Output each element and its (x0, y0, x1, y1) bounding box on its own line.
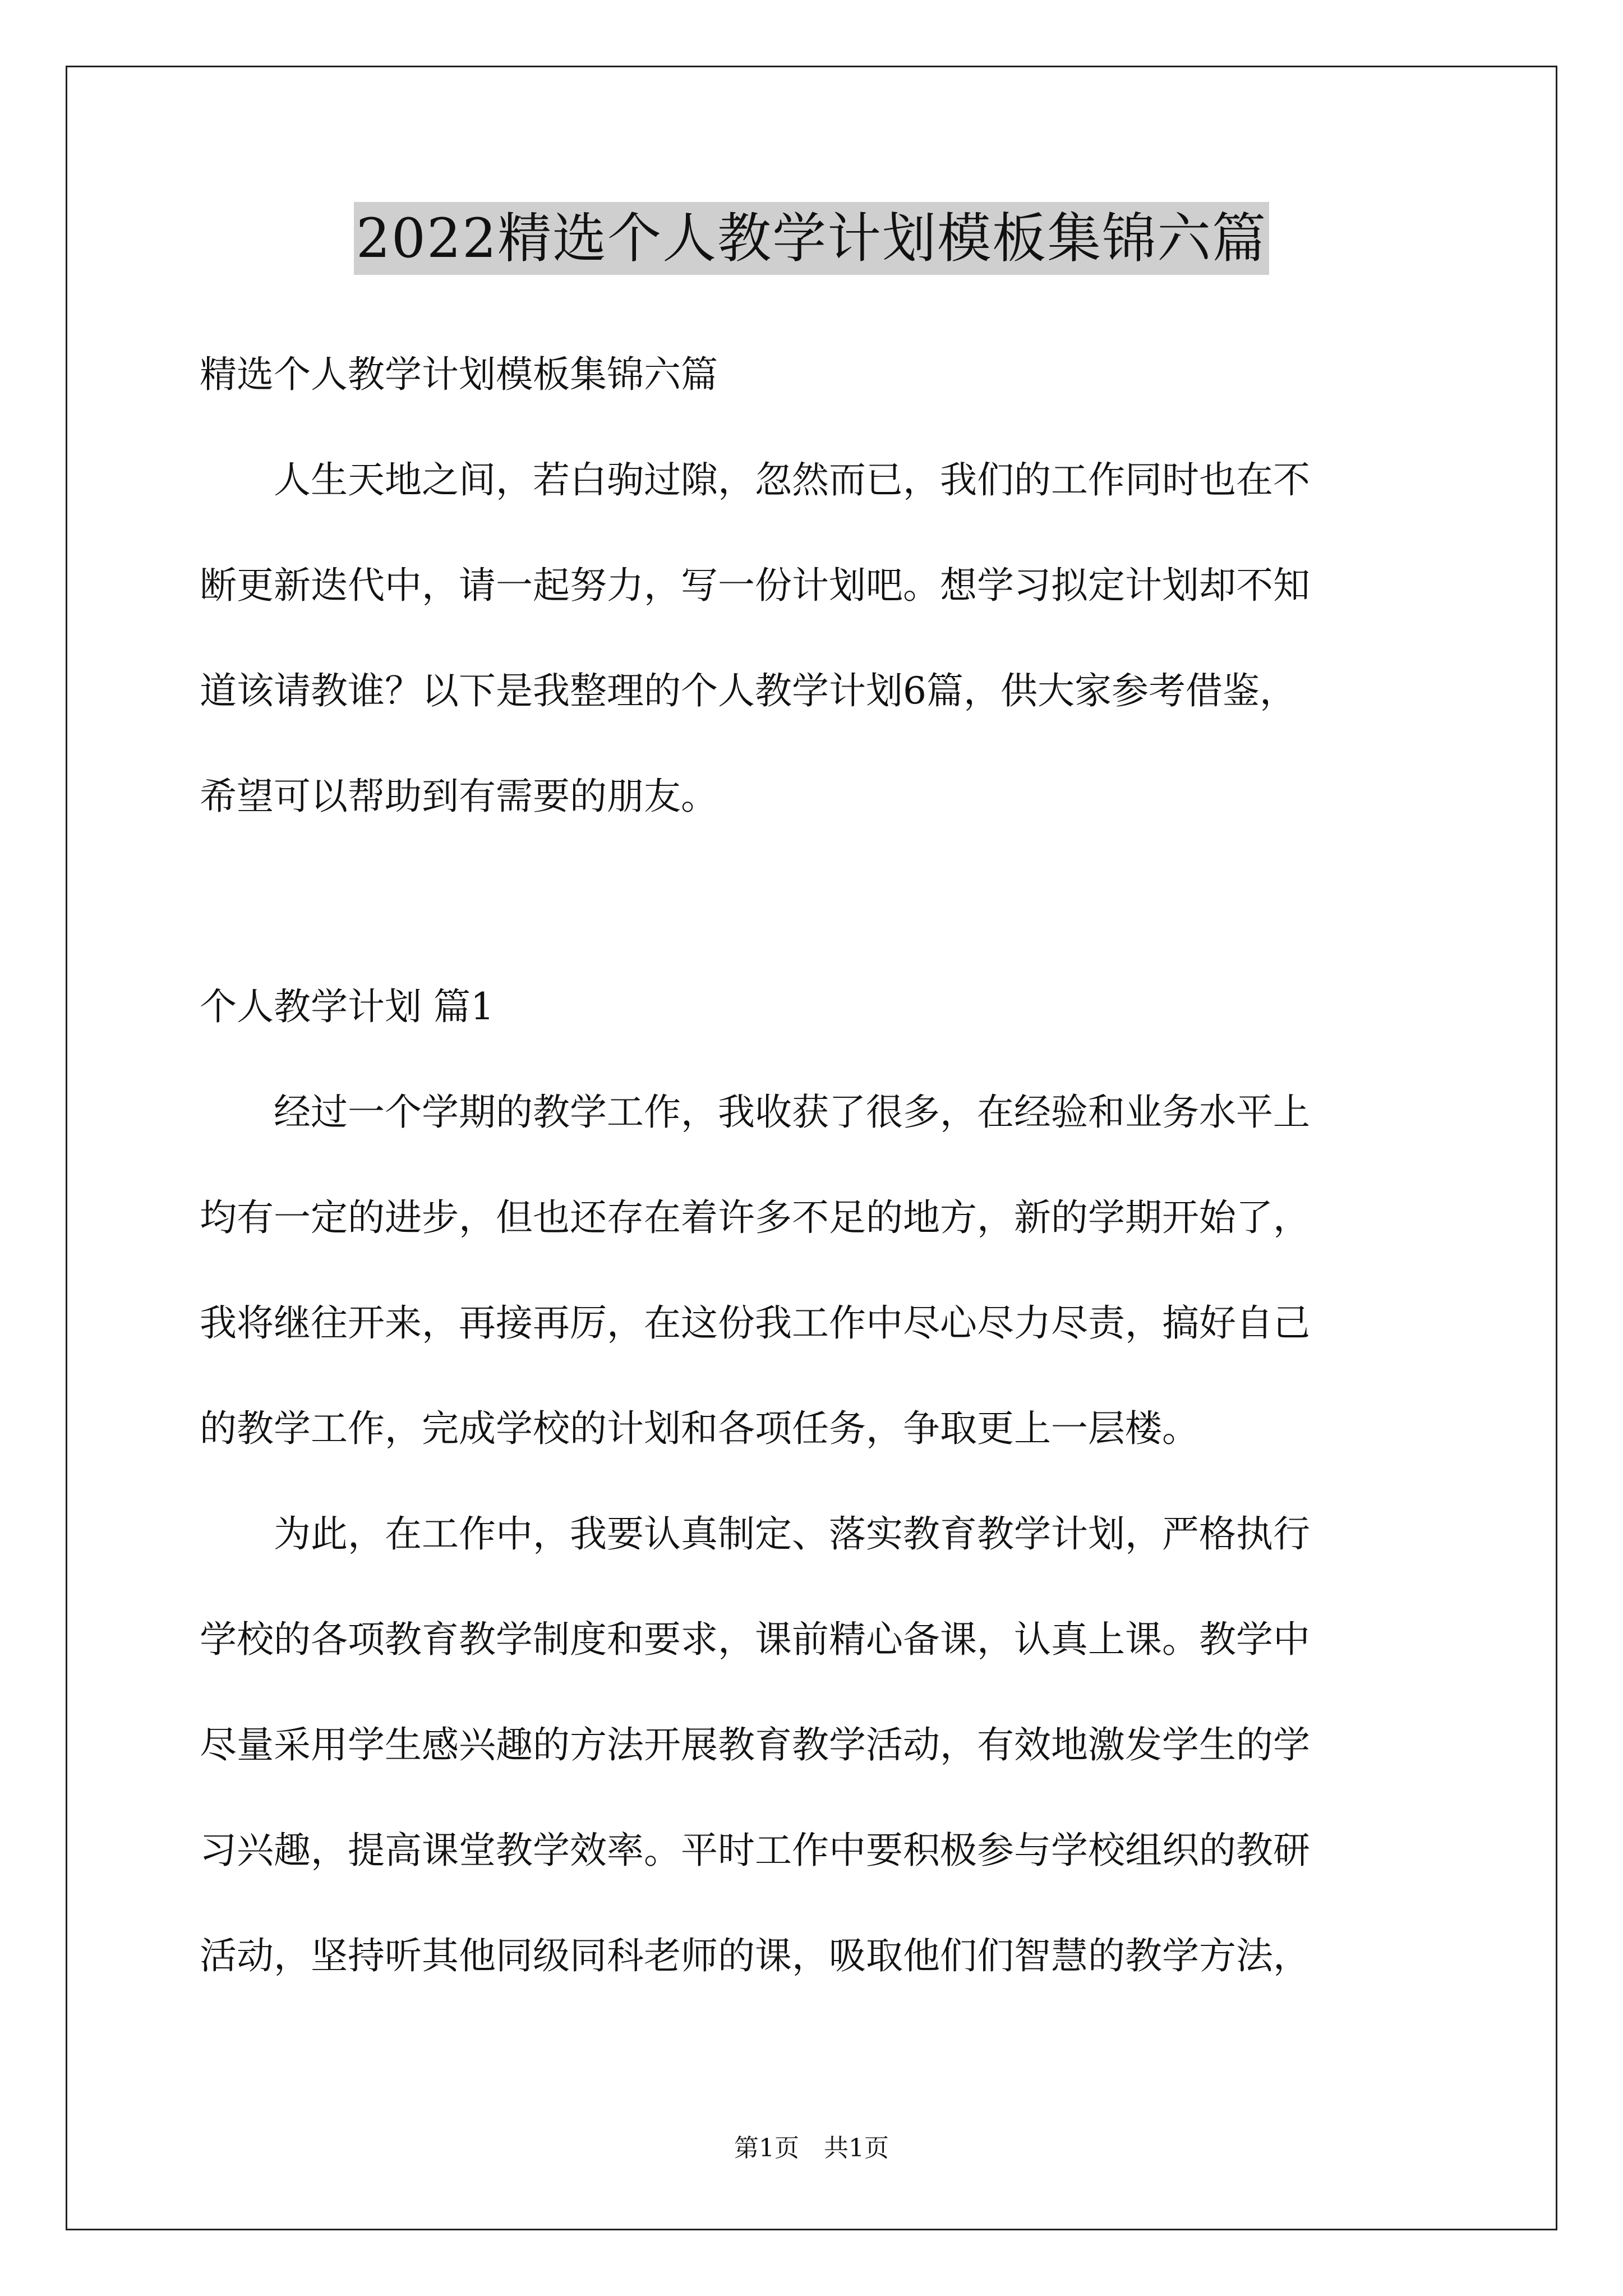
page-footer: 第1页 共1页 (734, 2134, 889, 2162)
intro-line: 人生天地之间，若白驹过隙，忽然而已，我们的工作同时也在不 (200, 458, 1310, 501)
paragraph-line: 学校的各项教育教学制度和要求，课前精心备课，认真上课。教学中 (200, 1618, 1310, 1661)
section-paragraph-2 (200, 1507, 1433, 1982)
title-container (0, 202, 1623, 275)
paragraph-line: 活动，坚持听其他同级同科老师的课，吸取他们们智慧的教学方法， (200, 1934, 1310, 1977)
paragraph-line: 的教学工作，完成学校的计划和各项任务，争取更上一层楼。 (200, 1407, 1199, 1450)
section-gap (200, 875, 1433, 980)
document-title: 2022精选个人教学计划模板集锦六篇 (354, 202, 1269, 275)
document-subtitle: 精选个人教学计划模板集锦六篇 (200, 353, 718, 396)
paragraph-line: 我将继往开来，再接再厉，在这份我工作中尽心尽力尽责，搞好自己 (200, 1301, 1310, 1345)
section-heading: 个人教学计划 篇1 (200, 985, 494, 1028)
section-paragraph-1 (200, 1085, 1433, 1455)
paragraph-line: 均有一定的进步，但也还存在着许多不足的地方，新的学期开始了， (200, 1196, 1310, 1239)
paragraph-line: 尽量采用学生感兴趣的方法开展教育教学活动，有效地激发学生的学 (200, 1723, 1310, 1766)
intro-line: 断更新迭代中，请一起努力，写一份计划吧。想学习拟定计划却不知 (200, 564, 1310, 607)
paragraph-line: 为此，在工作中，我要认真制定、落实教育教学计划，严格执行 (200, 1512, 1310, 1556)
document-body (200, 348, 1433, 2035)
intro-line: 希望可以帮助到有需要的朋友。 (200, 775, 718, 818)
intro-line: 道该请教谁？以下是我整理的个人教学计划6篇，供大家参考借鉴， (200, 669, 1297, 712)
intro-paragraph (200, 453, 1433, 823)
paragraph-line: 习兴趣，提高课堂教学效率。平时工作中要积极参与学校组织的教研 (200, 1829, 1310, 1872)
paragraph-line: 经过一个学期的教学工作，我收获了很多，在经验和业务水平上 (200, 1091, 1310, 1134)
